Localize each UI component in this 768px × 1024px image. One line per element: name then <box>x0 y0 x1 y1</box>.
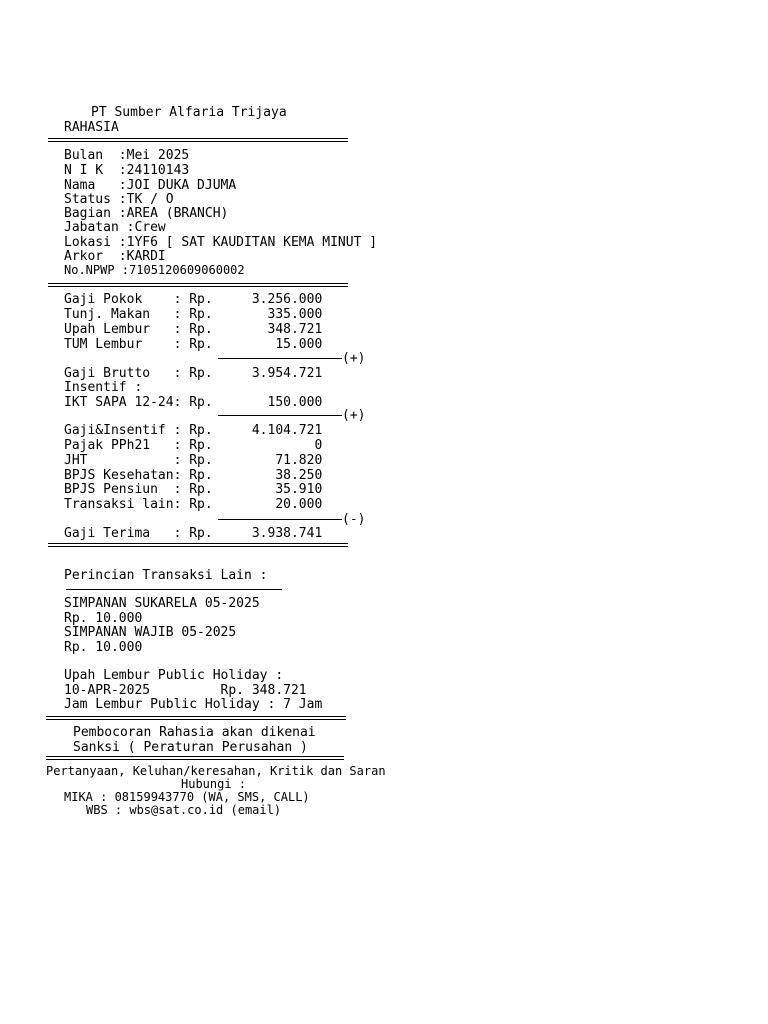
row-tum-lembur: TUM Lembur : Rp. 15.000 <box>64 337 323 352</box>
field-arkor: Arkor :KARDI <box>64 249 166 264</box>
row-pajak-pph21: Pajak PPh21 : Rp. 0 <box>64 438 323 453</box>
company-name: PT Sumber Alfaria Trijaya <box>91 105 287 120</box>
total-double-rule <box>48 543 348 547</box>
footer-wbs-contact: WBS : wbs@sat.co.id (email) <box>86 803 282 817</box>
holiday-hours: Jam Lembur Public Holiday : 7 Jam <box>64 697 323 712</box>
field-npwp: No.NPWP :7105120609060002 <box>64 263 245 277</box>
footer-line-1: Pertanyaan, Keluhan/keresahan, Kritik dan Saran <box>46 764 386 778</box>
row-ikt-sapa: IKT SAPA 12-24: Rp. 150.000 <box>64 395 323 410</box>
field-status: Status :TK / O <box>64 192 174 207</box>
field-jabatan: Jabatan :Crew <box>64 220 166 235</box>
notice-line-2: Sanksi ( Peraturan Perusahan ) <box>73 740 308 755</box>
header-double-rule <box>48 138 348 142</box>
field-nik: N I K :24110143 <box>64 163 190 178</box>
transactions-heading: Perincian Transaksi Lain : <box>64 568 268 583</box>
info-double-rule <box>48 283 348 287</box>
footer-line-2: Hubungi : <box>181 777 247 791</box>
transaction-item-1-name: SIMPANAN SUKARELA 05-2025 <box>64 596 260 611</box>
confidential-label: RAHASIA <box>64 120 119 135</box>
insentif-label: Insentif : <box>64 380 143 395</box>
row-transaksi-lain: Transaksi lain: Rp. 20.000 <box>64 497 323 512</box>
transaction-item-2-amount: Rp. 10.000 <box>64 640 143 655</box>
holiday-row: 10-APR-2025 Rp. 348.721 <box>64 683 307 698</box>
row-gaji-insentif: Gaji&Insentif : Rp. 4.104.721 <box>64 423 323 438</box>
plus-sign-1: (+) <box>342 351 366 366</box>
transaction-item-2-name: SIMPANAN WAJIB 05-2025 <box>64 625 237 640</box>
subtotal-rule-1 <box>218 358 342 359</box>
row-upah-lembur: Upah Lembur : Rp. 348.721 <box>64 322 323 337</box>
footer-mika-contact: MIKA : 08159943770 (WA, SMS, CALL) <box>64 790 310 804</box>
row-jht: JHT : Rp. 71.820 <box>64 453 323 468</box>
row-gaji-brutto: Gaji Brutto : Rp. 3.954.721 <box>64 366 323 381</box>
subtotal-rule-2 <box>218 415 342 416</box>
row-tunj-makan: Tunj. Makan : Rp. 335.000 <box>64 307 323 322</box>
row-gaji-pokok: Gaji Pokok : Rp. 3.256.000 <box>64 292 323 307</box>
transaction-item-1-amount: Rp. 10.000 <box>64 611 143 626</box>
row-bpjs-kesehatan: BPJS Kesehatan: Rp. 38.250 <box>64 468 323 483</box>
field-lokasi: Lokasi :1YF6 [ SAT KAUDITAN KEMA MINUT ] <box>64 235 378 250</box>
minus-sign: (-) <box>342 512 366 527</box>
notice-bottom-double-rule <box>46 756 344 760</box>
field-nama: Nama :JOI DUKA DJUMA <box>64 178 237 193</box>
holiday-heading: Upah Lembur Public Holiday : <box>64 668 284 683</box>
row-bpjs-pensiun: BPJS Pensiun : Rp. 35.910 <box>64 482 323 497</box>
notice-top-double-rule <box>46 716 346 720</box>
field-bulan: Bulan :Mei 2025 <box>64 148 190 163</box>
row-gaji-terima: Gaji Terima : Rp. 3.938.741 <box>64 526 323 541</box>
subtotal-rule-3 <box>218 519 342 520</box>
notice-line-1: Pembocoran Rahasia akan dikenai <box>73 725 316 740</box>
transactions-heading-underline <box>66 589 282 590</box>
field-bagian: Bagian :AREA (BRANCH) <box>64 206 229 221</box>
plus-sign-2: (+) <box>342 408 366 423</box>
